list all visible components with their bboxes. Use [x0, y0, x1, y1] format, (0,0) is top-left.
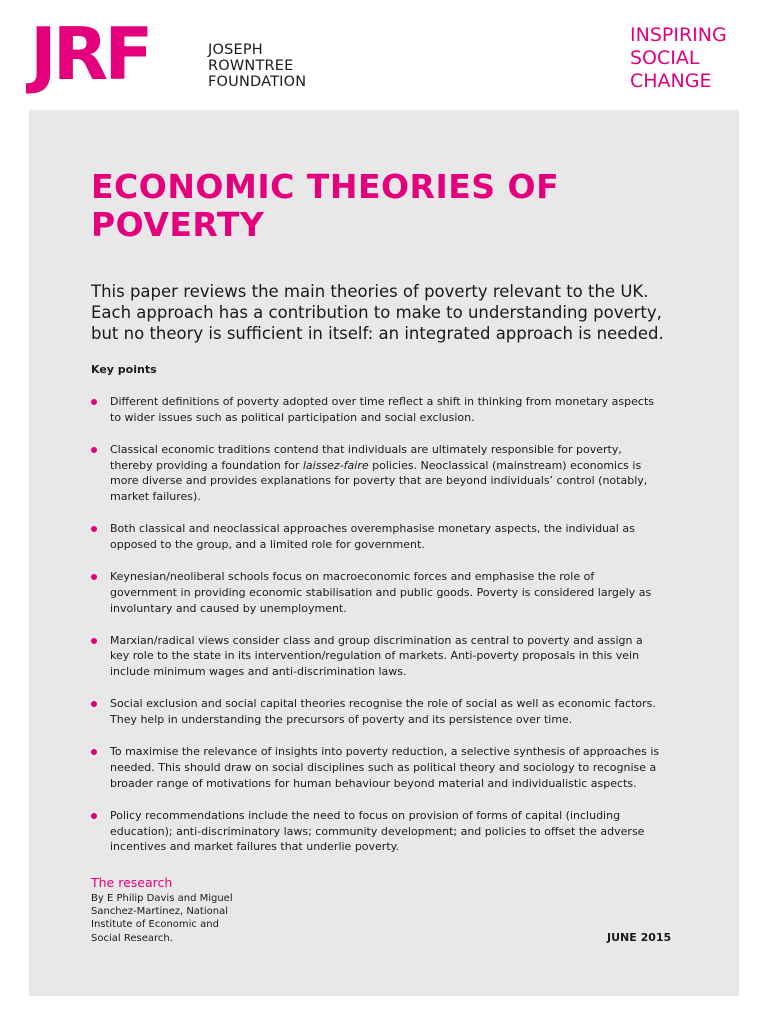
- key-point-line: They help in understanding the precursors of poverty and its persistence over time.: [110, 713, 573, 727]
- page-title: [91, 168, 559, 244]
- content-panel: [29, 110, 739, 996]
- jrf-logo: JRF: [30, 12, 150, 96]
- key-points-heading: Key points: [91, 363, 157, 376]
- key-point: [91, 744, 691, 791]
- bullet-icon: [91, 813, 97, 819]
- key-point: [91, 569, 691, 616]
- key-point-line: market failures).: [110, 490, 201, 504]
- title-line: ECONOMIC THEORIES OF: [91, 167, 560, 206]
- key-point: [91, 808, 691, 855]
- bullet-icon: [91, 447, 97, 453]
- key-point-line: Marxian/radical views consider class and group discrimination as central to poverty and assign a: [110, 633, 643, 647]
- key-point-line: government in providing economic stabilisation and public goods. Poverty is considered largely as: [110, 585, 652, 599]
- bullet-icon: [91, 749, 97, 755]
- tagline-line: SOCIAL: [630, 47, 700, 69]
- key-point-line: involuntary and caused by unemployment.: [110, 601, 347, 615]
- key-point-line: Classical economic traditions contend that individuals are ultimately responsible for poverty,: [110, 442, 622, 456]
- research-credits: [91, 892, 233, 945]
- header: [0, 0, 768, 110]
- research-line: By E Philip Davis and Miguel: [91, 893, 233, 904]
- key-point: [91, 442, 691, 505]
- key-point: [91, 633, 691, 680]
- key-point-line: include minimum wages and anti-discrimination laws.: [110, 665, 407, 679]
- research-line: Institute of Economic and: [91, 919, 219, 931]
- intro-line: but no theory is sufficient in itself: an integrated approach is needed.: [91, 324, 664, 343]
- key-point-line: needed. This should draw on social disciplines such as political theory and sociology to recognise a: [110, 760, 657, 774]
- bullet-icon: [91, 638, 97, 644]
- key-point-line: opposed to the group, and a limited role for government.: [110, 537, 425, 551]
- key-point-line: Different definitions of poverty adopted over time reflect a shift in thinking from monetary aspects: [110, 395, 654, 408]
- key-point-line: key role to the state in its intervention/regulation of markets. Anti-poverty proposals in this vein: [110, 649, 640, 663]
- key-point-line: Social exclusion and social capital theories recognise the role of social as well as economic factors.: [110, 697, 656, 711]
- foundation-name: [208, 42, 306, 90]
- tagline: [630, 24, 727, 93]
- key-point-line: to wider issues such as political participation and social exclusion.: [110, 410, 475, 424]
- bullet-icon: [91, 526, 97, 532]
- bullet-icon: [91, 399, 97, 405]
- key-point: [91, 696, 691, 727]
- logo-line: FOUNDATION: [208, 74, 307, 90]
- key-point-line: Both classical and neoclassical approaches overemphasise monetary aspects, the individual as: [110, 522, 635, 536]
- key-point: [91, 394, 691, 425]
- key-point-line: Policy recommendations include the need to focus on provision of forms of capital (including: [110, 808, 621, 822]
- bullet-icon: [91, 701, 97, 707]
- key-points-list: [91, 394, 691, 855]
- tagline-line: CHANGE: [630, 70, 712, 92]
- research-line: Sanchez-Martinez, National: [91, 906, 228, 918]
- logo-line: JOSEPH: [208, 42, 263, 58]
- key-point-line: Keynesian/neoliberal schools focus on macroeconomic forces and emphasise the role of: [110, 570, 595, 584]
- logo-line: ROWNTREE: [208, 58, 294, 74]
- publication-date: JUNE 2015: [607, 931, 672, 944]
- key-point-line: incentives and market failures that underlie poverty.: [110, 840, 400, 854]
- key-point-line: more diverse and provides explanations for poverty that are beyond individuals’ control (notably,: [110, 474, 648, 488]
- intro-line: Each approach has a contribution to make to understanding poverty,: [91, 303, 662, 322]
- intro-line: This paper reviews the main theories of poverty relevant to the UK.: [91, 282, 649, 301]
- research-label: The research: [91, 875, 173, 890]
- tagline-line: INSPIRING: [630, 24, 727, 46]
- key-point-line: thereby providing a foundation for laissez-faire policies. Neoclassical (mainstream) economics is: [110, 458, 642, 472]
- key-point: [91, 521, 691, 552]
- title-line: POVERTY: [91, 205, 265, 244]
- research-line: Social Research.: [91, 932, 173, 944]
- key-point-line: education); anti-discriminatory laws; community development; and policies to offset the adverse: [110, 824, 645, 838]
- intro-paragraph: [91, 281, 681, 344]
- key-point-line: broader range of motivations for human behaviour beyond material and individualistic aspects.: [110, 776, 637, 790]
- key-point-line: To maximise the relevance of insights into poverty reduction, a selective synthesis of approaches is: [110, 745, 660, 759]
- bullet-icon: [91, 574, 97, 580]
